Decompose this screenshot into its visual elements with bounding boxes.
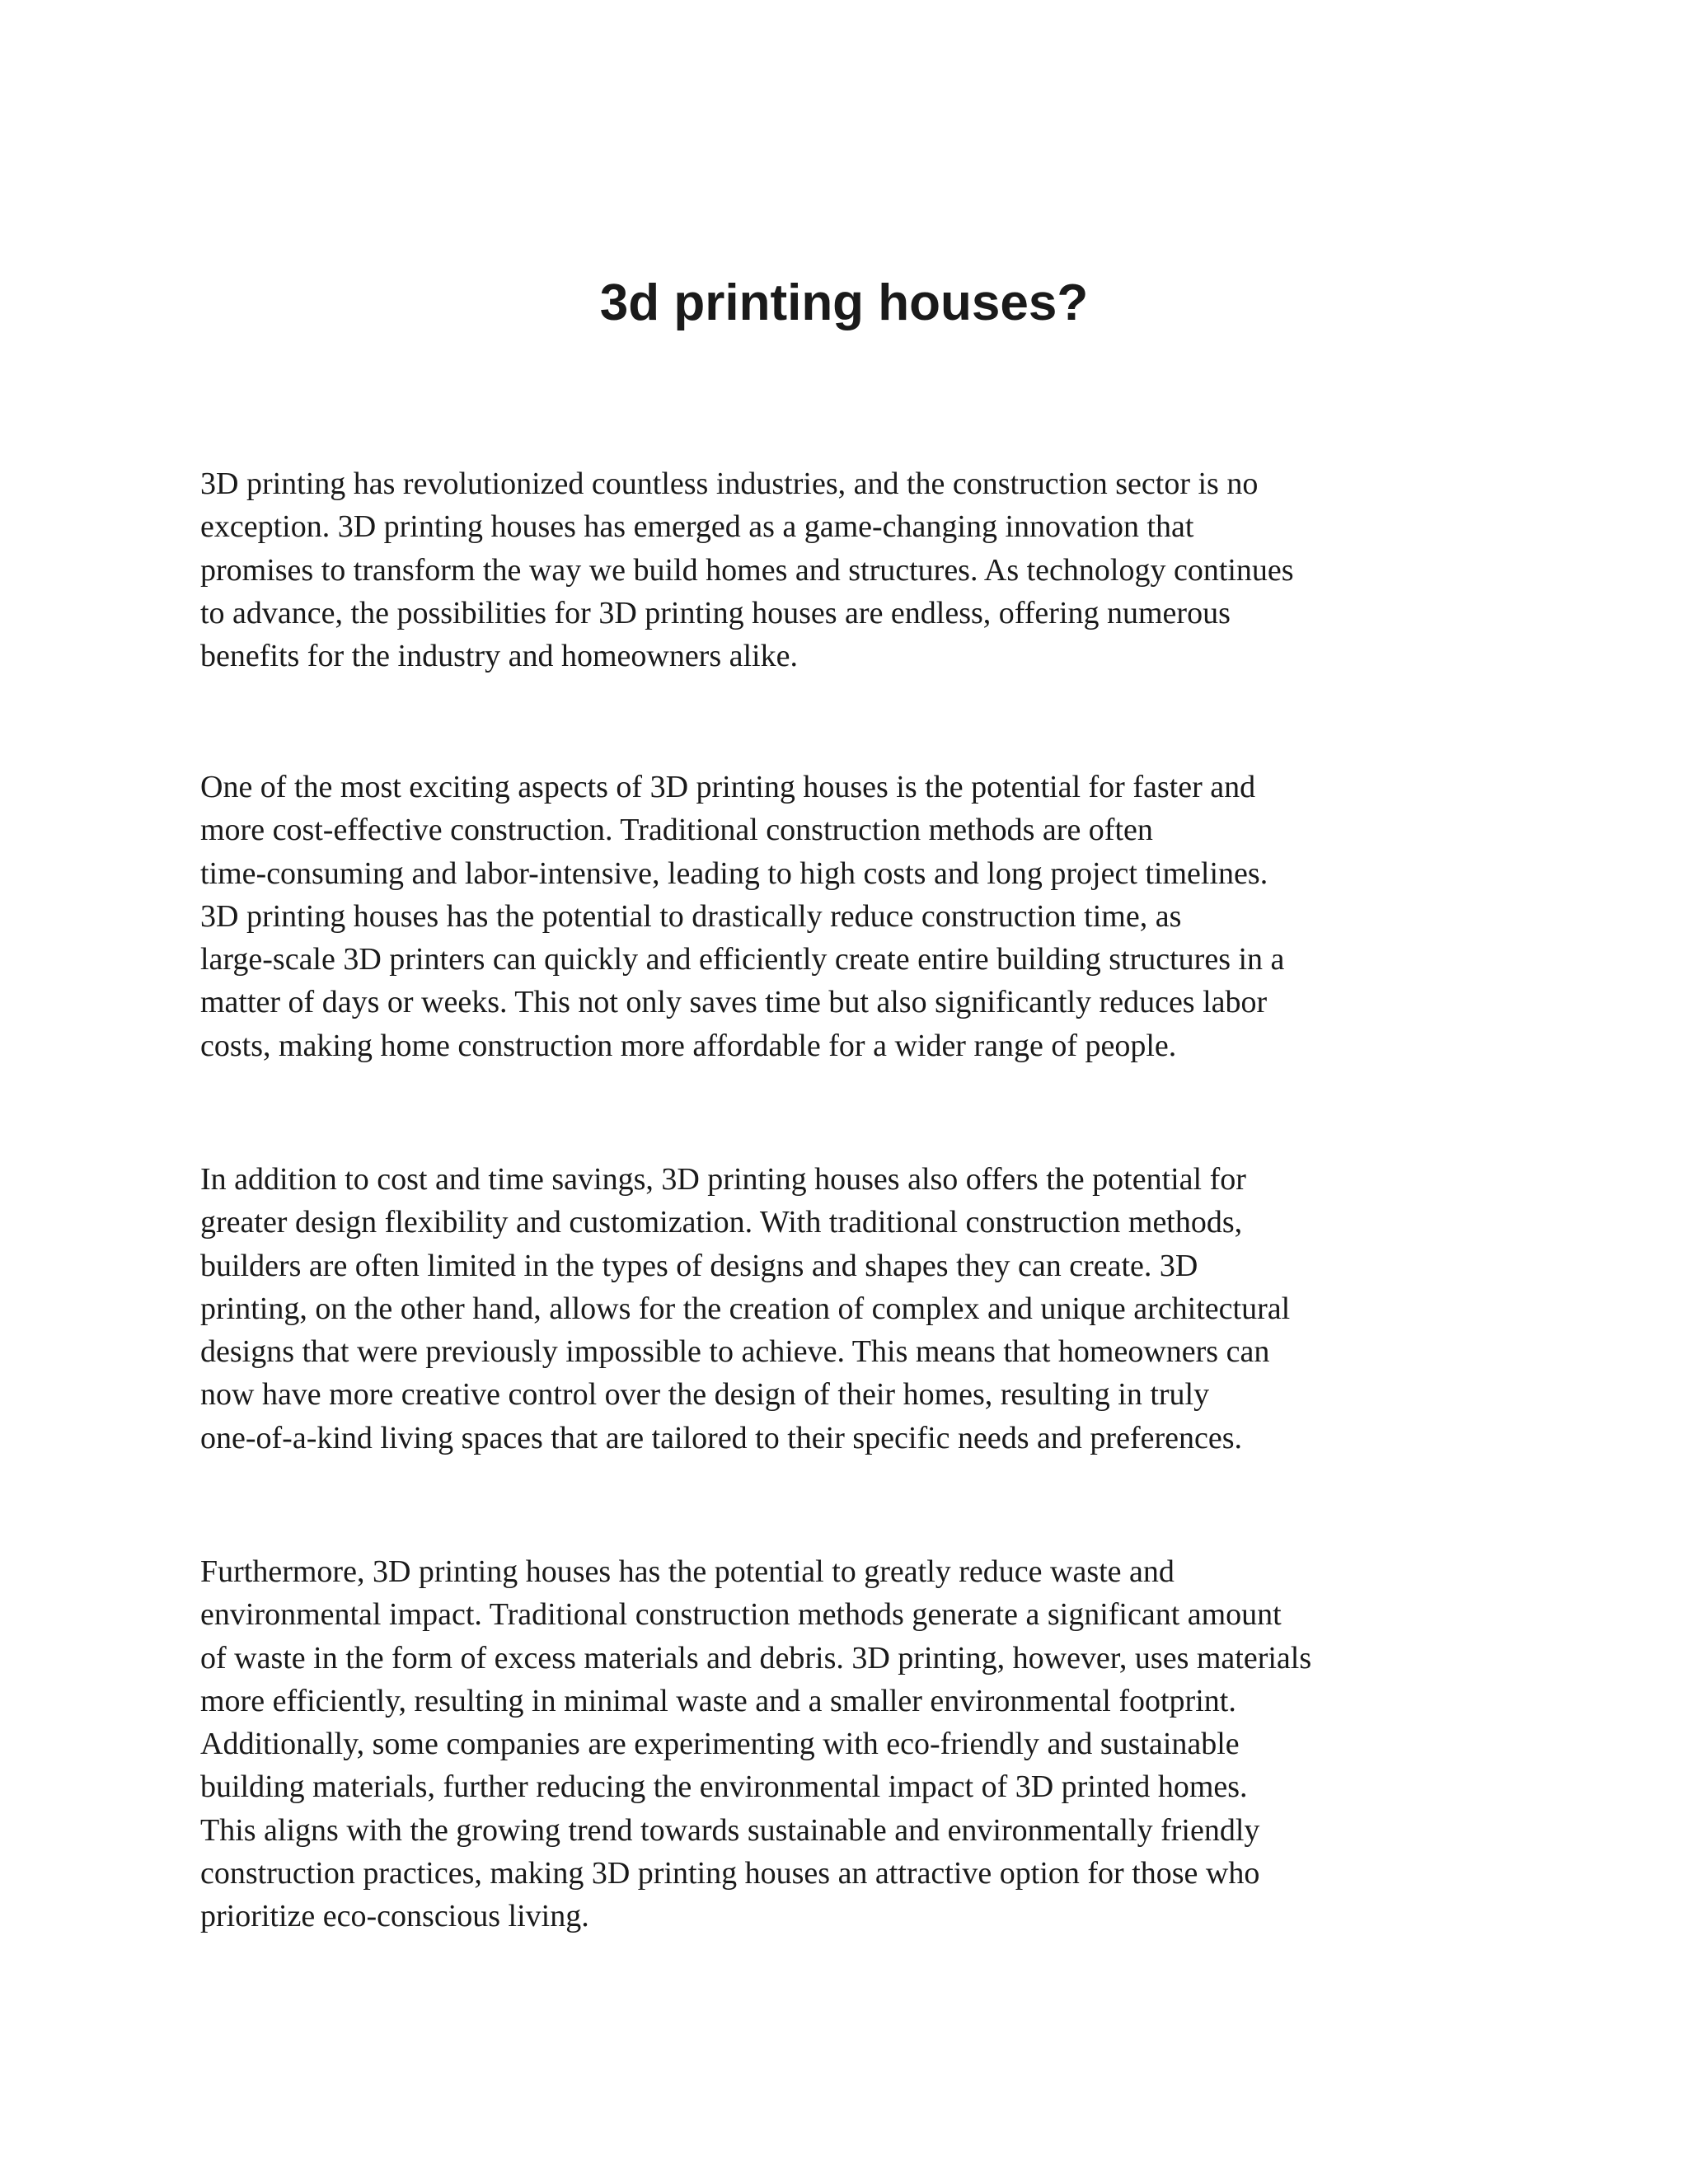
paragraph-line: 3D printing houses has the potential to drastically reduce construction time, as: [200, 898, 1182, 934]
paragraph-line: Additionally, some companies are experimenting with eco-friendly and sustainable: [200, 1727, 1240, 1762]
paragraph-line: promises to transform the way we build homes and structures. As technology continues: [200, 552, 1294, 588]
paragraph-line: greater design flexibility and customization. With traditional construction methods,: [200, 1205, 1243, 1240]
paragraph-line: Furthermore, 3D printing houses has the potential to greatly reduce waste and: [200, 1554, 1175, 1589]
paragraph-environmental-impact: [200, 1550, 1519, 1938]
document-title: 3d printing houses?: [599, 274, 1089, 331]
paragraph-line: environmental impact. Traditional construction methods generate a significant amount: [200, 1597, 1282, 1633]
paragraph-line: construction practices, making 3D printing houses an attractive option for those who: [200, 1856, 1260, 1891]
paragraph-line: designs that were previously impossible to achieve. This means that homeowners can: [200, 1334, 1270, 1370]
paragraph-line: One of the most exciting aspects of 3D printing houses is the potential for faster and: [200, 770, 1256, 804]
paragraph-line: benefits for the industry and homeowners alike.: [200, 639, 798, 674]
paragraph-line: 3D printing has revolutionized countless industries, and the construction sector is no: [200, 466, 1259, 501]
paragraph-line: This aligns with the growing trend towards sustainable and environmentally friendly: [200, 1812, 1260, 1848]
paragraph-line: exception. 3D printing houses has emerged as a game-changing innovation that: [200, 509, 1194, 545]
paragraph-line: of waste in the form of excess materials and debris. 3D printing, however, uses materials: [200, 1640, 1312, 1675]
paragraph-line: one-of-a-kind living spaces that are tailored to their specific needs and preferences.: [200, 1420, 1243, 1455]
paragraph-line: prioritize eco-conscious living.: [200, 1899, 589, 1934]
paragraph-line: to advance, the possibilities for 3D printing houses are endless, offering numerous: [200, 595, 1231, 630]
paragraph-line: time-consuming and labor-intensive, leading to high costs and long project timelines.: [200, 855, 1268, 891]
paragraph-line: printing, on the other hand, allows for the creation of complex and unique architectural: [200, 1291, 1291, 1326]
paragraph-cost-and-speed: [200, 766, 1519, 1067]
paragraph-line: building materials, further reducing the environmental impact of 3D printed homes.: [200, 1769, 1248, 1805]
paragraph-line: In addition to cost and time savings, 3D printing houses also offers the potential for: [200, 1162, 1246, 1197]
paragraph-line: now have more creative control over the design of their homes, resulting in truly: [200, 1377, 1210, 1413]
paragraph-introduction: [200, 462, 1519, 677]
paragraph-line: large-scale 3D printers can quickly and efficiently create entire building structures in a: [200, 942, 1285, 977]
paragraph-line: builders are often limited in the types of designs and shapes they can create. 3D: [200, 1248, 1198, 1283]
paragraph-design-flexibility: [200, 1158, 1519, 1460]
paragraph-line: costs, making home construction more affordable for a wider range of people.: [200, 1028, 1177, 1063]
paragraph-line: more efficiently, resulting in minimal waste and a smaller environmental footprint.: [200, 1683, 1236, 1718]
paragraph-line: matter of days or weeks. This not only saves time but also significantly reduces labor: [200, 985, 1268, 1020]
paragraph-line: more cost-effective construction. Traditional construction methods are often: [200, 813, 1153, 848]
